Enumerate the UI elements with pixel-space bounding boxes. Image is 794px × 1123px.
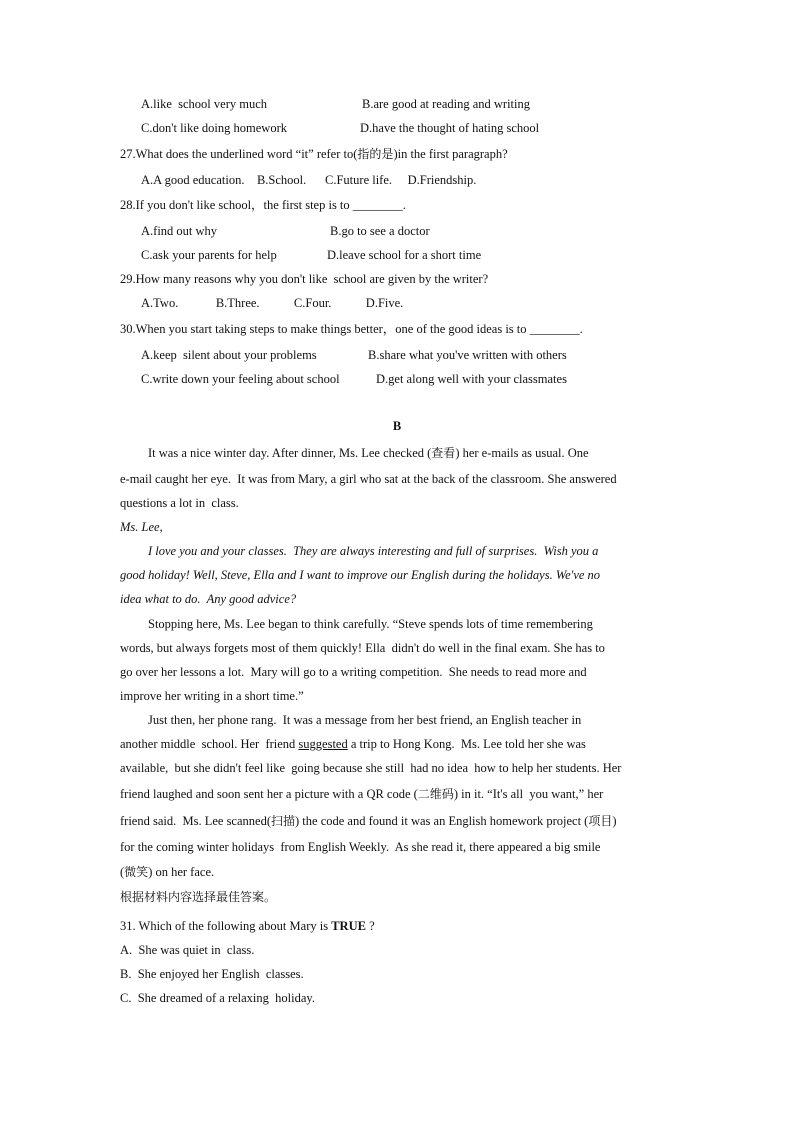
passage-p1-line2: e-mail caught her eye. It was from Mary, a girl who sat at the back of the classroom. She answered xyxy=(120,472,617,486)
passage-p1-line3: questions a lot in class. xyxy=(120,496,239,510)
q27-options: A.A good education. B.School. C.Future life. D.Friendship. xyxy=(141,173,477,187)
q30-option-d: D.get along well with your classmates xyxy=(376,372,567,386)
q28-option-d: D.leave school for a short time xyxy=(327,248,482,262)
passage-p3-line3: available, but she didn't feel like going because she still had no idea how to help her students. Her xyxy=(120,761,622,775)
q28-option-a: A.find out why xyxy=(141,224,218,238)
q27-stem: 27.What does the underlined word “it” refer to(指的是)in the first paragraph? xyxy=(120,147,508,161)
q26-option-a: A.like school very much xyxy=(141,97,268,111)
q30-option-b: B.share what you've written with others xyxy=(368,348,567,362)
passage-p2-line1: Stopping here, Ms. Lee began to think carefully. “Steve spends lots of time remembering xyxy=(148,617,593,631)
passage-p3-line5: friend said. Ms. Lee scanned(扫描) the code and found it was an English homework project (项目) xyxy=(120,814,617,828)
q28-option-c: C.ask your parents for help xyxy=(141,248,277,262)
q31-option-b: B. She enjoyed her English classes. xyxy=(120,967,304,981)
q30-option-a: A.keep silent about your problems xyxy=(141,348,317,362)
q26-option-c: C.don't like doing homework xyxy=(141,121,287,135)
email-greeting: Ms. Lee, xyxy=(120,520,163,534)
q28-option-b: B.go to see a doctor xyxy=(330,224,430,238)
email-line3: idea what to do. Any good advice? xyxy=(120,592,297,606)
passage-p3-line4: friend laughed and soon sent her a picture with a QR code (二维码) in it. “It's all you want,” her xyxy=(120,787,604,801)
q29-options: A.Two. B.Three. C.Four. D.Five. xyxy=(141,296,404,310)
passage-p3-line2: another middle school. Her friend suggested a trip to Hong Kong. Ms. Lee told her she was xyxy=(120,737,586,751)
passage-p3-line1: Just then, her phone rang. It was a message from her best friend, an English teacher in xyxy=(148,713,582,727)
q29-stem: 29.How many reasons why you don't like school are given by the writer? xyxy=(120,272,489,286)
passage-p2-line4: improve her writing in a short time.” xyxy=(120,689,304,703)
passage-p2-line2: words, but always forgets most of them quickly! Ella didn't do well in the final exam. She has to xyxy=(120,641,605,655)
q26-option-d: D.have the thought of hating school xyxy=(360,121,540,135)
passage-p1-line1: It was a nice winter day. After dinner, Ms. Lee checked (查看) her e-mails as usual. One xyxy=(148,446,589,460)
passage-p3-line6: for the coming winter holidays from English Weekly. As she read it, there appeared a big smile xyxy=(120,840,601,854)
q26-option-b: B.are good at reading and writing xyxy=(362,97,531,111)
section-b-heading: B xyxy=(392,419,402,433)
passage-p2-line3: go over her lessons a lot. Mary will go to a writing competition. She needs to read more and xyxy=(120,665,587,679)
q30-option-c: C.write down your feeling about school xyxy=(141,372,340,386)
q31-option-a: A. She was quiet in class. xyxy=(120,943,255,957)
underlined-word: suggested xyxy=(298,737,348,751)
q28-stem: 28.If you don't like school，the first step is to ________. xyxy=(120,198,406,212)
passage-p3-line7: (微笑) on her face. xyxy=(120,865,215,879)
email-line1: I love you and your classes. They are always interesting and full of surprises. Wish you a xyxy=(148,544,599,558)
q30-stem: 30.When you start taking steps to make things better，one of the good ideas is to ________. xyxy=(120,322,583,336)
instruction-cn: 根据材料内容选择最佳答案。 xyxy=(120,890,277,904)
q31-stem: 31. Which of the following about Mary is TRUE ? xyxy=(120,919,375,933)
email-line2: good holiday! Well, Steve, Ella and I want to improve our English during the holidays. We've no xyxy=(120,568,601,582)
q31-option-c: C. She dreamed of a relaxing holiday. xyxy=(120,991,315,1005)
